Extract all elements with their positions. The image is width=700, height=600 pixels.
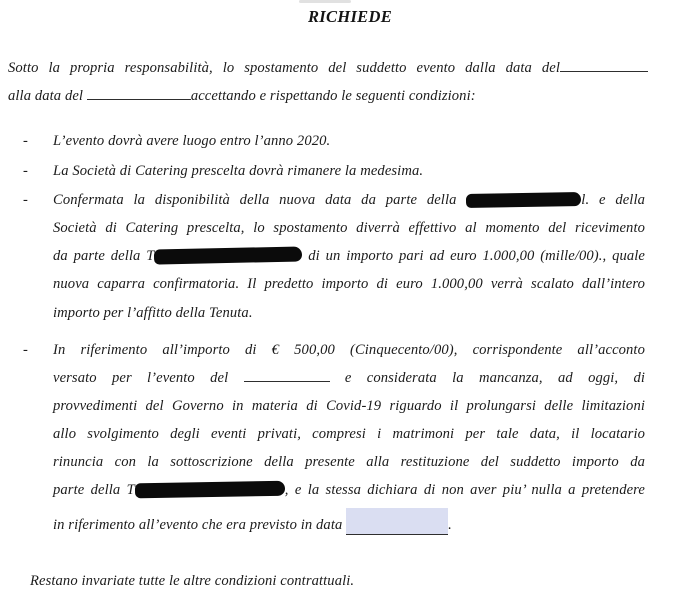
intro-line-2 [8, 86, 648, 108]
bullet-3-line-3-post: di un importo pari ad euro 1.000,00 (mille/00)., quale [308, 248, 645, 264]
bullet-4-line-6-post: , e la stessa dichiara di non aver piu’ nulla a pretendere [284, 482, 645, 498]
bullet-4-line-2-post: e considerata la mancanza, ad oggi, di [344, 370, 646, 386]
bullet-4-line-7-pre: in riferimento all’evento che era previsto in data [53, 517, 343, 533]
old-date-blank-field[interactable] [560, 58, 648, 72]
bullet-4-line-5: rinuncia con la sottoscrizione della presente alla restituzione del suddetto importo da [53, 454, 645, 470]
bullet-3-line-3-pre: da parte della T [53, 248, 155, 264]
scan-artifact [299, 0, 351, 3]
bullet-3-line-2: Società di Catering prescelta, lo spostamento diverrà effettivo al momento del ricevimento [53, 220, 645, 236]
intro-line-2-post: accettando e rispettando le seguenti condizioni: [190, 88, 476, 104]
event-date-blank-field[interactable] [244, 368, 330, 382]
bullet-dash: - [23, 163, 28, 179]
bullet-4-line-4: allo svolgimento degli eventi privati, compresi i matrimoni per tale data, il locatario [53, 426, 645, 442]
document-title: RICHIEDE [307, 7, 392, 26]
bullet-3-line-1 [53, 190, 645, 212]
bullet-dash: - [23, 192, 28, 208]
previous-date-highlighted-field[interactable] [346, 508, 448, 535]
redaction-bar [135, 481, 285, 499]
bullet-3-line-3 [53, 246, 645, 268]
bullet-dash: - [23, 342, 28, 358]
redaction-bar [154, 246, 302, 264]
new-date-blank-field[interactable] [87, 86, 191, 100]
bullet-3-line-1-pre: Confermata la disponibilità della nuova data da parte della [53, 192, 457, 208]
bullet-3-line-4: nuova caparra confirmatoria. Il predetto importo di euro 1.000,00 verrà scalato dall’intero [53, 276, 645, 292]
bullet-2: La Società di Catering prescelta dovrà rimanere la medesima. [53, 163, 424, 179]
bullet-4-line-7 [53, 508, 645, 533]
closing-line: Restano invariate tutte le altre condizioni contrattuali. [30, 573, 355, 589]
bullet-4-line-2 [53, 368, 645, 390]
bullet-3-line-5: importo per l’affitto della Tenuta. [53, 305, 253, 321]
bullet-4-line-2-pre: versato per l’evento del [53, 370, 229, 386]
bullet-4-line-6-pre: parte della T [53, 482, 135, 498]
redaction-bar [466, 192, 581, 208]
intro-line-1-text: Sotto la propria responsabilità, lo spostamento del suddetto evento dalla data del [8, 60, 560, 76]
bullet-4-line-3: provvedimenti del Governo in materia di Covid-19 riguardo il prolungarsi delle limitazioni [53, 398, 645, 414]
bullet-4-line-7-post: . [448, 517, 452, 533]
bullet-dash: - [23, 133, 28, 149]
bullet-1: L’evento dovrà avere luogo entro l’anno 2020. [53, 133, 331, 149]
bullet-4-line-1: In riferimento all’importo di € 500,00 (Cinquecento/00), corrispondente all’acconto [53, 342, 645, 358]
intro-line-2-pre: alla data del [8, 88, 84, 104]
bullet-4-line-6 [53, 480, 645, 502]
intro-line-1 [8, 58, 648, 80]
bullet-3-line-1-post: l. e della [581, 192, 645, 208]
